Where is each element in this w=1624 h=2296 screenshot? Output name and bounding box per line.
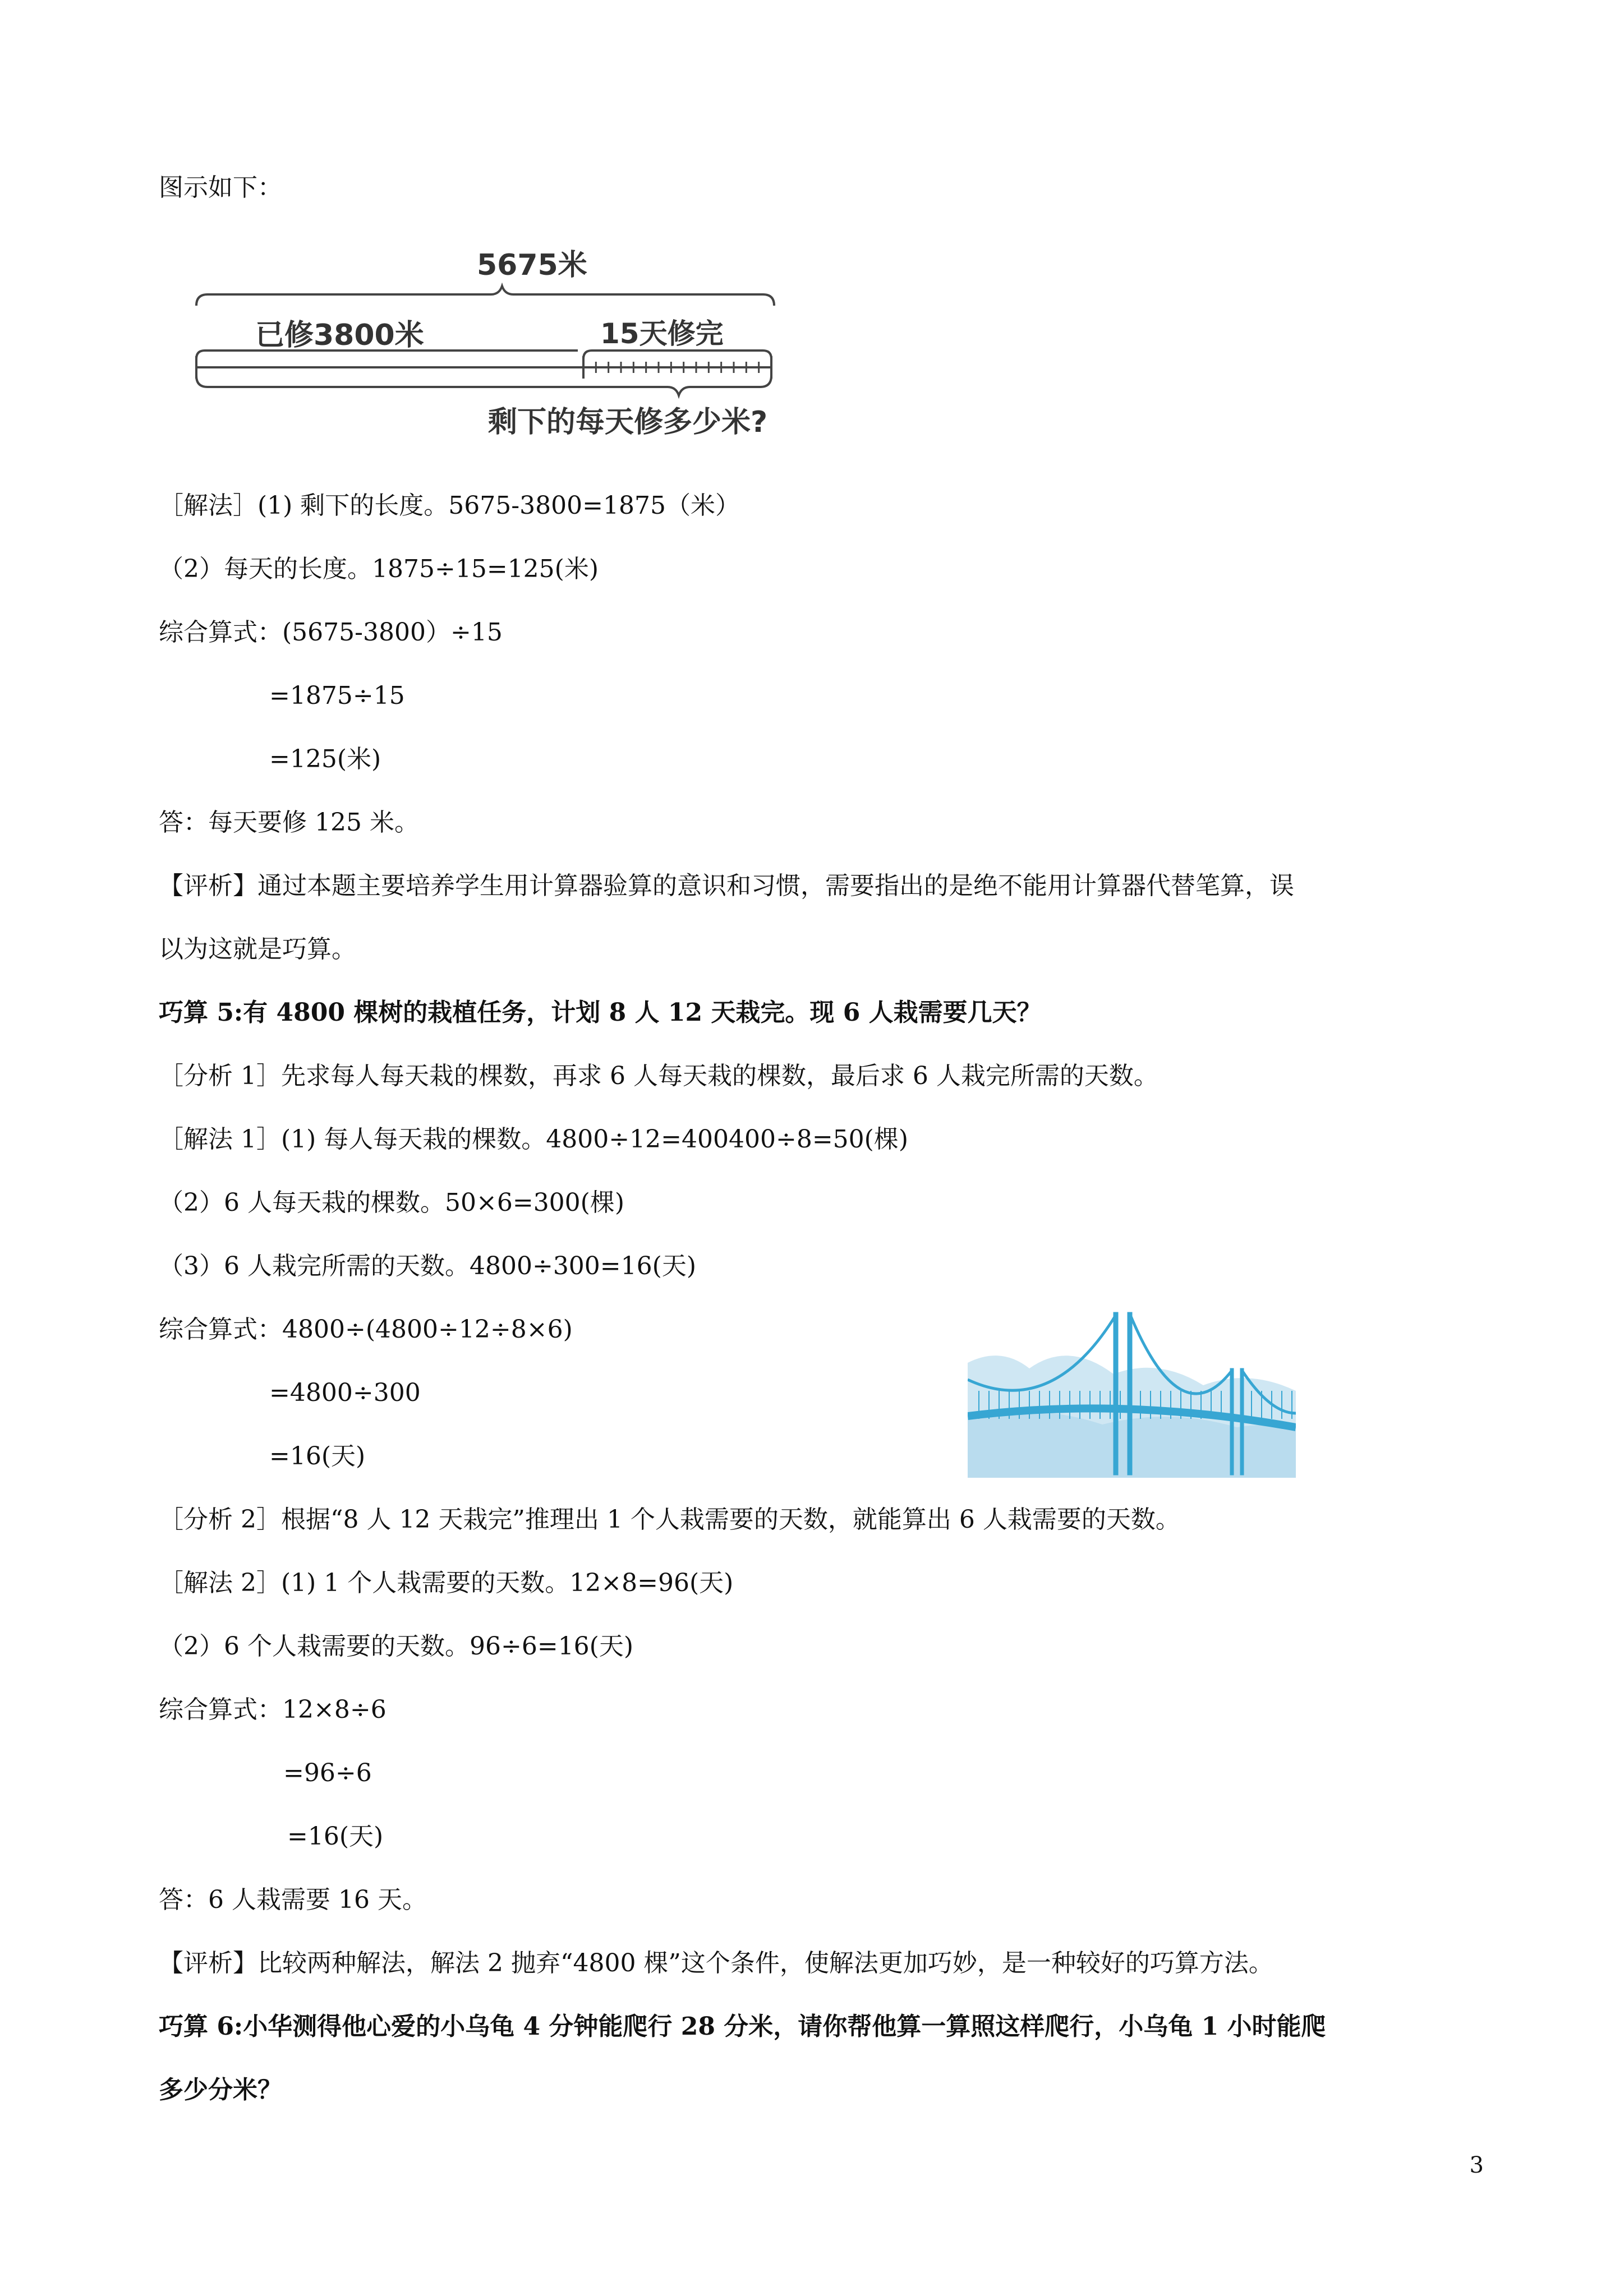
formula-step-1: =1875÷15 (269, 681, 405, 710)
answer-5: 答：6 人栽需要 16 天。 (159, 1885, 427, 1914)
solution-line-2: （2）每天的长度。1875÷15=125(米) (159, 555, 599, 583)
combined-formula-2: 综合算式：12×8÷6 (159, 1695, 387, 1724)
diagram-question-label: 剩下的每天修多少米? (488, 405, 768, 439)
question-6-title-b: 多少分米？ (159, 2076, 282, 2104)
solution-2-step-2: （2）6 个人栽需要的天数。96÷6=16(天) (159, 1632, 634, 1661)
review-line-b: 以为这就是巧算。 (159, 935, 356, 963)
intro-text: 图示如下： (159, 173, 282, 202)
days-brace (583, 351, 771, 359)
bridge-illustration (968, 1307, 1296, 1478)
segment-diagram (185, 247, 914, 449)
review-5: 【评析】比较两种解法，解法 2 抛弃“4800 棵”这个条件，使解法更加巧妙，是一种较好的巧算方法。 (159, 1949, 1273, 1977)
review-line-a: 【评析】通过本题主要培养学生用计算器验算的意识和习惯，需要指出的是绝不能用计算器代替笔算，误 (159, 872, 1294, 900)
formula-1-step-2: =16(天) (269, 1442, 366, 1470)
question-5-title: 巧算 5:有 4800 棵树的栽植任务，计划 8 人 12 天栽完。现 6 人栽需要几天？ (159, 998, 1042, 1027)
total-brace (196, 286, 774, 306)
solution-1-step-2: （2）6 人每天栽的棵数。50×6=300(棵) (159, 1188, 625, 1217)
solution-1-step-3: （3）6 人栽完所需的天数。4800÷300=16(天) (159, 1252, 696, 1280)
formula-step-2: =125(米) (269, 745, 381, 773)
solution-1-step-1: ［解法 1］(1) 每人每天栽的棵数。4800÷12=400400÷8=50(棵) (159, 1125, 909, 1154)
combined-formula-1: 综合算式：4800÷(4800÷12÷8×6) (159, 1315, 573, 1344)
solution-2-step-1: ［解法 2］(1) 1 个人栽需要的天数。12×8=96(天) (159, 1569, 734, 1597)
solution-line-1: ［解法］(1) 剩下的长度。5675-3800=1875（米） (159, 491, 740, 520)
formula-1-step-1: =4800÷300 (269, 1378, 421, 1407)
question-brace (196, 376, 771, 395)
analysis-2: ［分析 2］根据“8 人 12 天栽完”推理出 1 个人栽需要的天数，就能算出 6 人栽需要的天数。 (159, 1505, 1180, 1534)
answer-text: 答：每天要修 125 米。 (159, 808, 419, 837)
page-number: 3 (1469, 2152, 1484, 2178)
question-6-title-a: 巧算 6:小华测得他心爱的小乌龟 4 分钟能爬行 28 分米，请你帮他算一算照这样爬行，小乌龟 1 小时能爬 (159, 2012, 1326, 2041)
combined-formula: 综合算式：(5675-3800）÷15 (159, 618, 503, 647)
formula-2-step-2: =16(天) (287, 1822, 384, 1851)
diagram-days-label: 15天修完 (600, 317, 724, 350)
analysis-1: ［分析 1］先求每人每天栽的棵数，再求 6 人每天栽的棵数，最后求 6 人栽完所需的天数。 (159, 1062, 1158, 1090)
diagram-done-label: 已修3800米 (255, 319, 424, 352)
formula-2-step-1: =96÷6 (283, 1759, 372, 1787)
diagram-total-label: 5675米 (477, 248, 587, 282)
